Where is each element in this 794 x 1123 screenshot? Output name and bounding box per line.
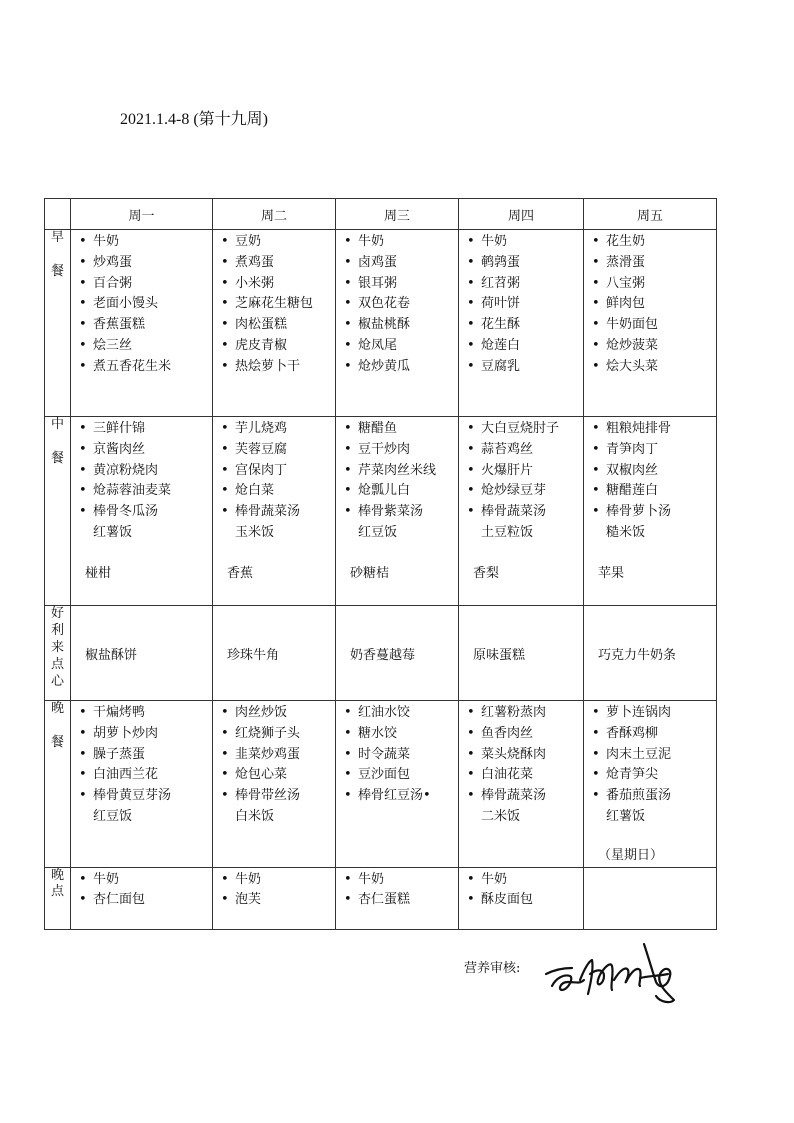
row-label-char bbox=[55, 718, 59, 735]
dish-item: • 火爆肝片 bbox=[467, 461, 583, 482]
dish-item: • 炝青笋尖 bbox=[592, 765, 716, 786]
menu-cell bbox=[459, 417, 584, 606]
dish-item: • 炝蒜蓉油麦菜 bbox=[79, 481, 212, 502]
dish-item: • 红苕粥 bbox=[467, 274, 583, 295]
dish-item: • 牛奶 bbox=[467, 870, 583, 891]
dish-list bbox=[213, 701, 335, 807]
staple-food: 玉米饭 bbox=[235, 524, 275, 540]
dish-item: • 青笋肉丁 bbox=[592, 440, 716, 461]
day-header: 周三 bbox=[336, 199, 459, 230]
menu-cell bbox=[459, 230, 584, 417]
row-label-char: 餐 bbox=[50, 263, 64, 279]
dish-item: • 芙蓉豆腐 bbox=[221, 440, 335, 461]
dish-item: • 糖醋鱼 bbox=[344, 419, 458, 440]
dish-list bbox=[584, 230, 716, 378]
menu-cell bbox=[213, 417, 336, 606]
row-label-char: 心 bbox=[50, 673, 64, 689]
row-label bbox=[45, 701, 71, 868]
dish-item: • 番茄煎蛋汤 bbox=[592, 786, 716, 807]
row-label-char: 餐 bbox=[50, 734, 64, 750]
dish-list bbox=[584, 868, 716, 870]
dish-item: • 京酱肉丝 bbox=[79, 440, 212, 461]
dish-item: • 红烧狮子头 bbox=[221, 724, 335, 745]
menu-cell bbox=[71, 417, 213, 606]
dish-item: • 胡萝卜炒肉 bbox=[79, 724, 212, 745]
dish-item: • 炝炒菠菜 bbox=[592, 336, 716, 357]
dish-item: • 豆腐乳 bbox=[467, 357, 583, 378]
dish-item: • 豆干炒肉 bbox=[344, 440, 458, 461]
dish-item: • 杏仁面包 bbox=[79, 890, 212, 911]
dish-list bbox=[459, 868, 583, 912]
dish-item: • 白油花菜 bbox=[467, 765, 583, 786]
dish-item: • 臊子蒸蛋 bbox=[79, 745, 212, 766]
fruit-item: 香蕉 bbox=[227, 565, 254, 581]
dish-list bbox=[71, 417, 212, 523]
menu-cell bbox=[71, 230, 213, 417]
dish-list bbox=[584, 701, 716, 807]
snack-cell: 奶香蔓越莓 bbox=[336, 606, 459, 701]
dish-item: • 烩三丝 bbox=[79, 336, 212, 357]
dish-item: • 牛奶面包 bbox=[592, 315, 716, 336]
menu-cell bbox=[336, 867, 459, 929]
fruit-item: 砂糖桔 bbox=[350, 565, 390, 581]
dish-item: • 牛奶 bbox=[467, 232, 583, 253]
dish-item: • 三鲜什锦 bbox=[79, 419, 212, 440]
dish-list bbox=[71, 868, 212, 912]
dish-item: • 黄凉粉烧肉 bbox=[79, 461, 212, 482]
row-label bbox=[45, 417, 71, 606]
staple-food: 红薯饭 bbox=[93, 524, 133, 540]
day-header: 周四 bbox=[459, 199, 584, 230]
dish-item: • 鱼香肉丝 bbox=[467, 724, 583, 745]
fruit-item: 椪柑 bbox=[85, 565, 112, 581]
dish-item: • 牛奶 bbox=[79, 870, 212, 891]
row-label-char: 好 bbox=[50, 606, 64, 621]
dish-item: • 炝莲白 bbox=[467, 336, 583, 357]
menu-cell bbox=[584, 867, 717, 929]
snack-row bbox=[45, 606, 717, 701]
dish-item: • 干煸烤鸭 bbox=[79, 703, 212, 724]
dish-item: • 炝瓢儿白 bbox=[344, 481, 458, 502]
menu-cell bbox=[213, 230, 336, 417]
dish-item: • 花生奶 bbox=[592, 232, 716, 253]
snack-cell: 珍珠牛角 bbox=[213, 606, 336, 701]
dish-list bbox=[336, 417, 458, 523]
dish-item: • 宫保肉丁 bbox=[221, 461, 335, 482]
dish-item: • 炒鸡蛋 bbox=[79, 253, 212, 274]
row-label-char: 早 bbox=[50, 230, 64, 245]
dish-item: • 白油西兰花 bbox=[79, 765, 212, 786]
dish-item: • 芋儿烧鸡 bbox=[221, 419, 335, 440]
day-header: 周二 bbox=[213, 199, 336, 230]
row-label bbox=[45, 606, 71, 701]
dish-item: • 香蕉蛋糕 bbox=[79, 315, 212, 336]
dish-item: • 银耳粥 bbox=[344, 274, 458, 295]
dish-item: • 鹌鹑蛋 bbox=[467, 253, 583, 274]
row-label-char: 利 bbox=[50, 622, 64, 638]
menu-cell bbox=[213, 867, 336, 929]
dish-item: • 虎皮青椒 bbox=[221, 336, 335, 357]
dish-item: • 卤鸡蛋 bbox=[344, 253, 458, 274]
dish-item: • 棒骨蔬菜汤 bbox=[467, 502, 583, 523]
staple-food: 红薯饭 bbox=[606, 808, 646, 824]
breakfast-row bbox=[45, 230, 717, 417]
dish-item: • 荷叶饼 bbox=[467, 294, 583, 315]
dish-list bbox=[336, 701, 458, 807]
dish-list bbox=[213, 868, 335, 912]
menu-cell bbox=[459, 701, 584, 868]
lunch-row bbox=[45, 417, 717, 606]
dish-item: • 泡芙 bbox=[221, 890, 335, 911]
dish-item: • 炝炒绿豆芽 bbox=[467, 481, 583, 502]
dish-item: • 棒骨冬瓜汤 bbox=[79, 502, 212, 523]
dish-item: • 牛奶 bbox=[344, 232, 458, 253]
row-label-char: 点 bbox=[50, 884, 64, 900]
dish-item: • 酥皮面包 bbox=[467, 890, 583, 911]
dish-item: • 大白豆烧肘子 bbox=[467, 419, 583, 440]
dish-item: • 鲜肉包 bbox=[592, 294, 716, 315]
snack-cell: 椒盐酥饼 bbox=[71, 606, 213, 701]
dish-item: • 炝凤尾 bbox=[344, 336, 458, 357]
menu-cell bbox=[213, 701, 336, 868]
dish-item: • 煮鸡蛋 bbox=[221, 253, 335, 274]
dish-item: • 蒜苔鸡丝 bbox=[467, 440, 583, 461]
dish-item: • 芝麻花生糖包 bbox=[221, 294, 335, 315]
dinner-row bbox=[45, 701, 717, 868]
row-label bbox=[45, 230, 71, 417]
day-header: 周一 bbox=[71, 199, 213, 230]
staple-food: 糙米饭 bbox=[606, 524, 646, 540]
dish-item: • 韭菜炒鸡蛋 bbox=[221, 745, 335, 766]
dish-list bbox=[459, 417, 583, 523]
late-snack-row bbox=[45, 867, 717, 929]
dish-item: • 蒸滑蛋 bbox=[592, 253, 716, 274]
row-label-char: 点 bbox=[50, 656, 64, 672]
dish-item: • 热烩萝卜干 bbox=[221, 357, 335, 378]
dish-item: • 豆沙面包 bbox=[344, 765, 458, 786]
row-label-char: 来 bbox=[50, 639, 64, 655]
dish-item: • 棒骨带丝汤 bbox=[221, 786, 335, 807]
dish-item: • 煮五香花生米 bbox=[79, 357, 212, 378]
dish-item: • 时令蔬菜 bbox=[344, 745, 458, 766]
row-label-char: 餐 bbox=[50, 450, 64, 466]
dish-item: • 菜头烧酥肉 bbox=[467, 745, 583, 766]
menu-cell bbox=[336, 417, 459, 606]
row-label-text bbox=[45, 417, 70, 468]
menu-cell bbox=[584, 417, 717, 606]
snack-cell: 巧克力牛奶条 bbox=[584, 606, 717, 701]
dish-item: • 八宝粥 bbox=[592, 274, 716, 295]
signature-image bbox=[540, 930, 690, 1010]
dish-item: • 肉末土豆泥 bbox=[592, 745, 716, 766]
dish-list bbox=[336, 868, 458, 912]
row-label-char bbox=[55, 434, 59, 451]
menu-cell bbox=[336, 230, 459, 417]
menu-cell bbox=[459, 867, 584, 929]
dish-item: • 小米粥 bbox=[221, 274, 335, 295]
dish-item: • 肉丝炒饭 bbox=[221, 703, 335, 724]
staple-food: 土豆粒饭 bbox=[481, 524, 534, 540]
dish-item: • 糖醋莲白 bbox=[592, 481, 716, 502]
row-label-text bbox=[45, 230, 70, 281]
dish-item: • 棒骨黄豆芽汤 bbox=[79, 786, 212, 807]
snack-cell: 原味蛋糕 bbox=[459, 606, 584, 701]
dish-item: • 棒骨萝卜汤 bbox=[592, 502, 716, 523]
staple-food: 红豆饭 bbox=[93, 808, 133, 824]
dish-item: • 棒骨紫菜汤 bbox=[344, 502, 458, 523]
staple-food: 白米饭 bbox=[235, 808, 275, 824]
dish-list bbox=[213, 230, 335, 378]
menu-cell bbox=[584, 701, 717, 868]
fruit-item: 香梨 bbox=[473, 565, 500, 581]
dish-list bbox=[213, 417, 335, 523]
dish-item: • 杏仁蛋糕 bbox=[344, 890, 458, 911]
row-label-char: 中 bbox=[50, 417, 64, 432]
row-label-char: 晚 bbox=[50, 867, 64, 883]
dish-item: • 糖水饺 bbox=[344, 724, 458, 745]
dish-list bbox=[459, 701, 583, 807]
dish-item: • 豆奶 bbox=[221, 232, 335, 253]
dish-item: • 红油水饺 bbox=[344, 703, 458, 724]
dish-item: • 棒骨红豆汤• bbox=[344, 786, 458, 807]
row-label bbox=[45, 867, 71, 929]
dish-list bbox=[336, 230, 458, 378]
dish-item: • 牛奶 bbox=[79, 232, 212, 253]
dish-item: • 炝炒黄瓜 bbox=[344, 357, 458, 378]
dish-item: • 香酥鸡柳 bbox=[592, 724, 716, 745]
dish-item: • 双椒肉丝 bbox=[592, 461, 716, 482]
page-title: 2021.1.4-8 (第十九周) bbox=[120, 111, 268, 128]
dish-list bbox=[459, 230, 583, 378]
dish-item: • 椒盐桃酥 bbox=[344, 315, 458, 336]
staple-food: 红豆饭 bbox=[358, 524, 398, 540]
dish-item: • 花生酥 bbox=[467, 315, 583, 336]
weekly-menu-table bbox=[44, 198, 717, 930]
header-row bbox=[45, 199, 717, 230]
row-label-text bbox=[45, 701, 70, 752]
dish-item: • 芹菜肉丝米线 bbox=[344, 461, 458, 482]
dish-list bbox=[71, 230, 212, 378]
dish-item: • 老面小馒头 bbox=[79, 294, 212, 315]
row-label-text bbox=[45, 606, 70, 690]
row-label-char bbox=[55, 247, 59, 264]
corner-cell bbox=[45, 199, 71, 230]
menu-cell bbox=[71, 867, 213, 929]
dish-list bbox=[584, 417, 716, 523]
nutrition-review-label: 营养审核: bbox=[464, 961, 521, 976]
row-label-char: 晚 bbox=[50, 701, 64, 716]
menu-cell bbox=[336, 701, 459, 868]
menu-cell bbox=[71, 701, 213, 868]
dish-item: • 烩大头菜 bbox=[592, 357, 716, 378]
dish-item: • 棒骨蔬菜汤 bbox=[467, 786, 583, 807]
dish-item: • 百合粥 bbox=[79, 274, 212, 295]
dish-item: • 红薯粉蒸肉 bbox=[467, 703, 583, 724]
dish-item: • 粗粮炖排骨 bbox=[592, 419, 716, 440]
dish-item: • 萝卜连锅肉 bbox=[592, 703, 716, 724]
menu-cell bbox=[584, 230, 717, 417]
dish-item: • 双色花卷 bbox=[344, 294, 458, 315]
dish-item: • 炝包心菜 bbox=[221, 765, 335, 786]
staple-food: 二米饭 bbox=[481, 808, 521, 824]
fruit-item: 苹果 bbox=[598, 565, 625, 581]
dish-item: • 牛奶 bbox=[344, 870, 458, 891]
dish-item: • 肉松蛋糕 bbox=[221, 315, 335, 336]
dish-item: • 棒骨蔬菜汤 bbox=[221, 502, 335, 523]
dish-item: • 牛奶 bbox=[221, 870, 335, 891]
dish-list bbox=[71, 701, 212, 807]
dish-item: • 炝白菜 bbox=[221, 481, 335, 502]
row-label-text bbox=[45, 868, 70, 902]
day-header: 周五 bbox=[584, 199, 717, 230]
day-note: （星期日） bbox=[598, 847, 664, 863]
